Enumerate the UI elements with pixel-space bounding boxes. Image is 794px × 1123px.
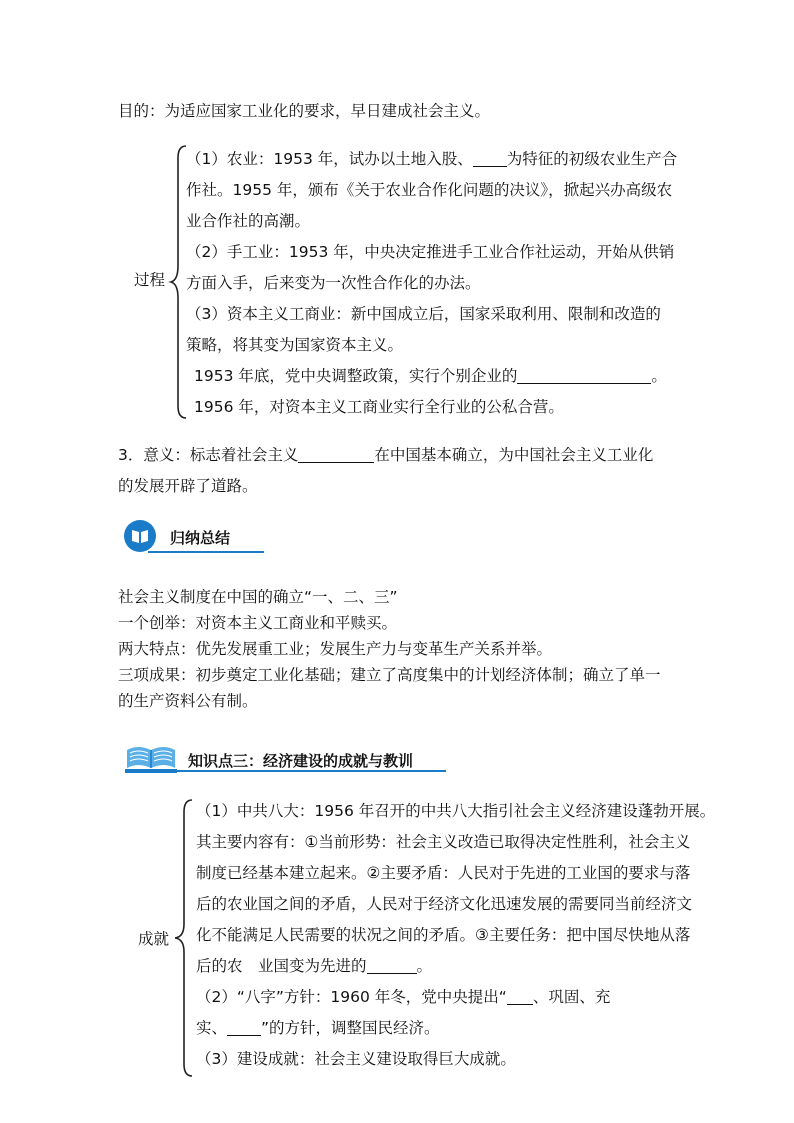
blank-6[interactable] [227,1019,261,1036]
achievement-line-9: （3）建设成就：社会主义建设取得巨大成就。 [196,1050,516,1068]
process-label: 过程 [134,271,166,289]
achievement-line-7-post: 、巩固、充 [532,988,611,1006]
achievement-line-5: 化不能满足人民需要的状况之间的矛盾。③主要任务：把中国尽快地从落 [196,926,691,944]
summary-line-5: 的生产资料公有制。 [118,692,258,710]
process-block [186,144,677,423]
summary-line-2: 一个创举：对资本主义工商业和平赎买。 [118,614,398,632]
process-line-8-pre: 1953 年底，党中央调整政策，实行个别企业的 [194,367,518,385]
significance-line-2: 的发展开辟了道路。 [118,477,258,495]
achievement-line-8-pre: 实、 [196,1019,228,1037]
achievement-line-7 [196,982,715,1013]
process-line-3: 业合作社的高潮。 [186,212,311,230]
significance-block [118,440,653,502]
process-brace [168,144,188,420]
summary-line-1: 社会主义制度在中国的确立“一、二、三” [118,588,398,606]
open-book-icon [124,740,178,776]
process-line-7: 策略，将其变为国家资本主义。 [186,336,404,354]
blank-4[interactable] [367,957,417,974]
achievement-line-6-pre: 后的农 业国变为先进的 [196,957,367,975]
blank-2[interactable] [517,367,651,384]
achievement-line-8-post: ”的方针，调整国民经济。 [261,1019,440,1037]
summary-header-underline [148,551,264,553]
process-line-6: （3）资本主义工商业：新中国成立后，国家采取利用、限制和改造的 [186,305,661,323]
blank-5[interactable] [507,988,533,1005]
blank-1[interactable] [473,150,507,167]
achievement-line-2: 其主要内容有：①当前形势：社会主义改造已取得决定性胜利，社会主义 [196,833,691,851]
achievement-label: 成就 [138,930,170,948]
significance-post: 在中国基本确立，为中国社会主义工业化 [374,446,654,464]
process-line-8 [194,361,677,392]
process-line-1-post: 为特征的初级农业生产合 [506,150,678,168]
process-line-8-post: 。 [651,367,667,385]
kp3-header-underline [176,770,446,772]
process-line-1-pre: （1）农业：1953 年，试办以土地入股、 [186,150,473,168]
blank-3[interactable] [298,446,374,463]
purpose-text: 目的：为适应国家工业化的要求，早日建成社会主义。 [118,102,491,120]
summary-block [118,584,661,714]
process-line-5: 方面入手，后来变为一次性合作化的办法。 [186,274,481,292]
process-line-9: 1956 年，对资本主义工商业实行全行业的公私合营。 [194,398,564,416]
significance-line-1 [118,440,653,471]
achievement-line-1: （1）中共八大：1956 年召开的中共八大指引社会主义经济建设蓬勃开展。 [196,802,716,820]
book-icon [124,520,156,552]
kp3-header-title: 知识点三：经济建设的成就与教训 [188,752,414,770]
achievement-line-6-post: 。 [416,957,433,975]
achievement-line-6 [196,951,715,982]
significance-pre: 3．意义：标志着社会主义 [118,446,299,464]
process-line-2: 作社。1955 年，颁布《关于农业合作化问题的决议》，掀起兴办高级农 [186,181,673,199]
achievement-line-3: 制度已经基本建立起来。②主要矛盾：人民对于先进的工业国的要求与落 [196,864,691,882]
achievement-line-7-pre: （2）“八字”方针：1960 年冬，党中央提出“ [196,988,507,1006]
summary-header-title: 归纳总结 [170,529,231,547]
achievement-brace [172,798,194,1078]
summary-line-3: 两大特点：优先发展重工业；发展生产力与变革生产关系并举。 [118,640,553,658]
achievement-line-4: 后的农业国之间的矛盾，人民对于经济文化迅速发展的需要同当前经济文 [196,895,693,913]
summary-line-4: 三项成果：初步奠定工业化基础；建立了高度集中的计划经济体制；确立了单一 [118,666,661,684]
achievement-line-8 [196,1013,715,1044]
process-line-1 [186,144,677,175]
achievement-block [196,796,715,1075]
process-line-4: （2）手工业：1953 年，中央决定推进手工业合作社运动，开始从供销 [186,243,675,261]
